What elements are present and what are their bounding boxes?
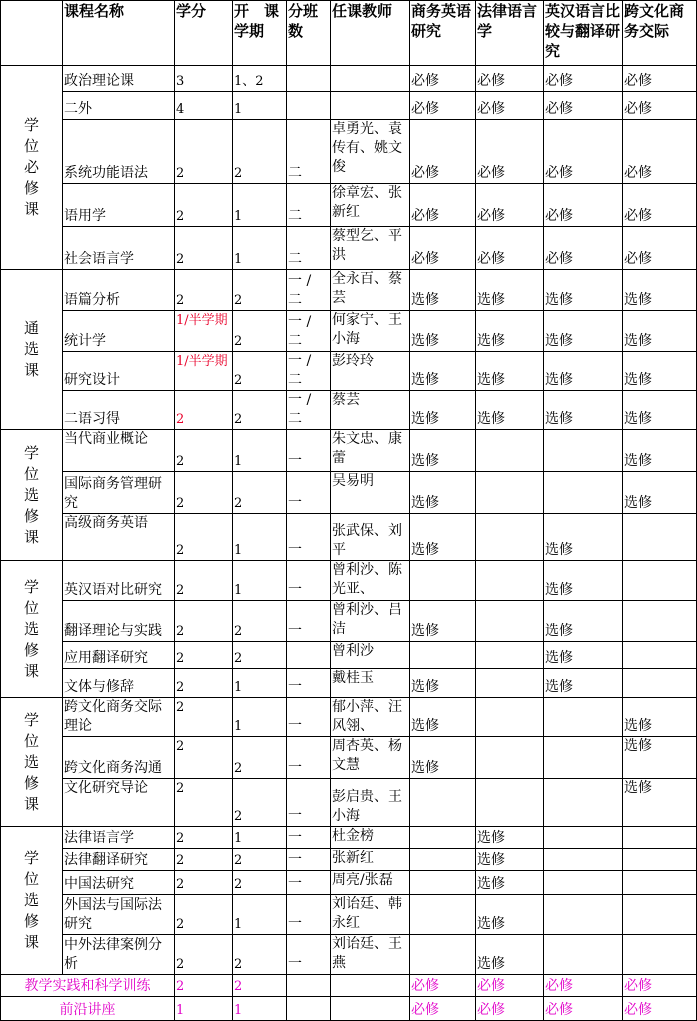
course-d3 [544,430,623,472]
course-name: 二语习得 [63,391,175,430]
header-credit: 学分 [175,1,233,66]
table-row [1,827,697,849]
table-row [1,92,697,120]
course-d2 [476,698,544,737]
course-teacher: 蔡芸 [331,391,410,430]
course-d3 [544,698,623,737]
course-name: 社会语言学 [63,227,175,270]
course-name: 当代商业概论 [63,430,175,472]
course-d3: 选修 [544,642,623,669]
course-d2: 选修 [476,827,544,849]
course-name: 教学实践和科学训练 [1,975,175,997]
course-teacher: 郁小萍、汪风翎、 [331,698,410,737]
course-d4 [623,514,697,561]
course-d4: 选修 [623,698,697,737]
course-d4 [623,935,697,975]
course-d1: 选修 [410,472,476,514]
course-name: 中国法研究 [63,871,175,895]
course-d3 [544,737,623,779]
header-name: 课程名称 [63,1,175,66]
course-teacher: 彭启贵、王小海 [331,779,410,827]
course-credit: 2 [175,184,233,227]
course-credit: 1 [175,997,233,1021]
course-d4: 选修 [623,391,697,430]
course-credit: 2 [175,935,233,975]
course-teacher: 刘诒廷、韩永红 [331,895,410,935]
course-d2: 选修 [476,391,544,430]
course-d1 [410,642,476,669]
course-d3: 选修 [544,270,623,311]
course-credit: 1/半学期 [175,311,233,352]
course-term: 1 [233,92,287,120]
group-label: 学位选修课 [1,698,63,827]
course-credit: 2 [175,270,233,311]
course-split: 一 [287,430,331,472]
table-row [1,849,697,871]
course-split: 一 [287,601,331,642]
course-d1 [410,849,476,871]
course-d3: 选修 [544,311,623,352]
course-term: 2 [233,270,287,311]
course-teacher: 吴易明 [331,472,410,514]
course-d1: 选修 [410,352,476,391]
course-split [287,975,331,997]
course-credit: 2 [175,642,233,669]
header-semester: 开 课学期 [233,1,287,66]
course-teacher: 蔡型乞、平洪 [331,227,410,270]
course-teacher [331,66,410,92]
course-split [287,997,331,1021]
course-split: 一 [287,895,331,935]
course-name: 系统功能语法 [63,120,175,184]
course-d4: 选修 [623,779,697,827]
table-row [1,66,697,92]
table-row [1,975,697,997]
course-d2 [476,561,544,601]
course-d1 [410,935,476,975]
course-d3: 选修 [544,514,623,561]
course-credit: 2 [175,827,233,849]
course-split: 一 [287,849,331,871]
course-split: 一 [287,779,331,827]
course-d2: 必修 [476,92,544,120]
course-teacher [331,997,410,1021]
course-d2: 选修 [476,871,544,895]
group-label: 学位选修课 [1,827,63,975]
course-d2 [476,642,544,669]
course-d4: 必修 [623,227,697,270]
course-name: 政治理论课 [63,66,175,92]
course-d3: 必修 [544,975,623,997]
course-d1: 选修 [410,391,476,430]
course-d1: 必修 [410,227,476,270]
course-teacher: 张武保、刘平 [331,514,410,561]
course-name: 翻译理论与实践 [63,601,175,642]
course-d1 [410,895,476,935]
course-d4: 选修 [623,311,697,352]
course-term: 1 [233,669,287,698]
course-credit: 2 [175,849,233,871]
course-credit: 2 [175,561,233,601]
course-d2: 必修 [476,975,544,997]
course-credit: 2 [175,430,233,472]
header-dir-translation: 英汉语言比较与翻译研究 [544,1,623,66]
course-name: 语用学 [63,184,175,227]
course-term: 2 [233,601,287,642]
course-term: 2 [233,975,287,997]
table-row [1,184,697,227]
header-dir-intercultural: 跨文化商务交际 [623,1,697,66]
course-term: 2 [233,352,287,391]
table-row [1,227,697,270]
course-d2: 选修 [476,311,544,352]
course-credit: 2 [175,698,233,737]
course-d3 [544,779,623,827]
course-teacher: 曾利沙、吕洁 [331,601,410,642]
course-name: 外国法与国际法研究 [63,895,175,935]
course-d1: 必修 [410,184,476,227]
course-d1: 选修 [410,601,476,642]
course-term: 2 [233,120,287,184]
course-teacher: 卓勇光、袁传有、姚文俊 [331,120,410,184]
course-name: 前沿讲座 [1,997,175,1021]
course-d3: 选修 [544,352,623,391]
course-term: 1 [233,430,287,472]
table-row [1,935,697,975]
course-d3: 选修 [544,561,623,601]
table-row [1,430,697,472]
table-row [1,514,697,561]
course-d4: 选修 [623,430,697,472]
table-row [1,997,697,1021]
course-teacher: 曾利沙 [331,642,410,669]
group-label: 学位必修课 [1,66,63,270]
table-row [1,311,697,352]
course-d1: 选修 [410,430,476,472]
course-credit: 2 [175,601,233,642]
header-dir-legal: 法律语言学 [476,1,544,66]
course-d3: 必修 [544,997,623,1021]
course-d1: 选修 [410,514,476,561]
course-teacher: 张新红 [331,849,410,871]
course-split: 一 [287,472,331,514]
course-teacher: 何家宁、王小海 [331,311,410,352]
table-row [1,561,697,601]
course-d3: 必修 [544,227,623,270]
course-teacher [331,92,410,120]
course-d3 [544,849,623,871]
course-d2: 选修 [476,895,544,935]
table-row [1,120,697,184]
course-d3 [544,871,623,895]
course-name: 跨文化商务交际理论 [63,698,175,737]
course-term: 2 [233,472,287,514]
course-credit: 2 [175,391,233,430]
course-name: 跨文化商务沟通 [63,737,175,779]
course-d3: 必修 [544,120,623,184]
course-name: 中外法律案例分析 [63,935,175,975]
course-credit: 2 [175,120,233,184]
header-dir-business: 商务英语研究 [410,1,476,66]
table-row [1,895,697,935]
course-d4: 选修 [623,270,697,311]
course-credit: 4 [175,92,233,120]
course-term: 1 [233,561,287,601]
course-split: 一 / 二 [287,391,331,430]
course-split [287,642,331,669]
course-credit: 2 [175,737,233,779]
course-term: 2 [233,779,287,827]
table-row [1,669,697,698]
course-name: 国际商务管理研究 [63,472,175,514]
course-split: 一 [287,871,331,895]
course-split: 一 [287,514,331,561]
course-term: 1 [233,997,287,1021]
table-row [1,352,697,391]
course-credit: 2 [175,871,233,895]
course-d3 [544,895,623,935]
course-name: 研究设计 [63,352,175,391]
course-d4 [623,871,697,895]
course-term: 2 [233,642,287,669]
course-d4: 必修 [623,975,697,997]
course-credit: 2 [175,895,233,935]
course-d3: 必修 [544,184,623,227]
header-split: 分班数 [287,1,331,66]
course-teacher: 刘诒廷、王燕 [331,935,410,975]
course-credit: 2 [175,514,233,561]
course-split: 一 / 二 [287,311,331,352]
course-d2: 必修 [476,66,544,92]
course-d2 [476,430,544,472]
course-term: 2 [233,849,287,871]
course-d2: 必修 [476,184,544,227]
course-term: 1 [233,227,287,270]
course-term: 1 [233,184,287,227]
course-d2 [476,601,544,642]
course-d3 [544,935,623,975]
course-term: 2 [233,737,287,779]
course-d2 [476,514,544,561]
course-teacher: 彭玲玲 [331,352,410,391]
course-d1 [410,827,476,849]
course-name: 二外 [63,92,175,120]
course-d4: 必修 [623,997,697,1021]
course-d2 [476,737,544,779]
course-split: 一 [287,669,331,698]
course-split: 一 / 二 [287,352,331,391]
course-credit: 3 [175,66,233,92]
course-name: 统计学 [63,311,175,352]
course-teacher: 周亮/张磊 [331,871,410,895]
course-split: 一 [287,737,331,779]
course-d1: 必修 [410,92,476,120]
course-split: 二 [287,227,331,270]
course-d4: 必修 [623,120,697,184]
course-name: 法律翻译研究 [63,849,175,871]
table-row [1,871,697,895]
course-d1: 选修 [410,737,476,779]
course-d3 [544,472,623,514]
course-d2: 选修 [476,352,544,391]
course-d4 [623,827,697,849]
course-d1: 选修 [410,698,476,737]
course-d4: 选修 [623,737,697,779]
table-row [1,698,697,737]
course-term: 1 [233,827,287,849]
course-d3: 必修 [544,66,623,92]
course-teacher: 曾利沙、陈光亚、 [331,561,410,601]
course-d3 [544,827,623,849]
course-teacher: 戴桂玉 [331,669,410,698]
course-teacher: 朱文忠、康蕾 [331,430,410,472]
course-d2: 选修 [476,935,544,975]
course-split: 一 [287,827,331,849]
course-name: 应用翻译研究 [63,642,175,669]
course-teacher [331,975,410,997]
course-credit: 2 [175,779,233,827]
course-name: 法律语言学 [63,827,175,849]
course-teacher: 杜金榜 [331,827,410,849]
course-d4: 必修 [623,92,697,120]
course-teacher: 徐章宏、张新红 [331,184,410,227]
header-teacher: 任课教师 [331,1,410,66]
course-split: 一 [287,561,331,601]
course-name: 高级商务英语 [63,514,175,561]
course-term: 1 [233,514,287,561]
table-row [1,737,697,779]
course-split: 二 [287,120,331,184]
course-d2: 必修 [476,227,544,270]
course-split: 二 [287,184,331,227]
course-d1 [410,561,476,601]
course-d3: 选修 [544,669,623,698]
course-credit: 2 [175,472,233,514]
header-row [1,1,697,66]
course-d4 [623,895,697,935]
course-split: 一 / 二 [287,270,331,311]
course-name: 文体与修辞 [63,669,175,698]
course-split: 一 [287,935,331,975]
course-d1: 必修 [410,975,476,997]
course-name: 英汉语对比研究 [63,561,175,601]
course-d1: 选修 [410,669,476,698]
course-d2: 选修 [476,849,544,871]
course-d1: 必修 [410,997,476,1021]
course-d4: 必修 [623,184,697,227]
course-term: 2 [233,935,287,975]
course-term: 1 [233,698,287,737]
course-d4 [623,601,697,642]
course-term: 1 [233,895,287,935]
course-d1: 选修 [410,270,476,311]
course-d2 [476,472,544,514]
course-d2: 必修 [476,120,544,184]
course-name: 文化研究导论 [63,779,175,827]
table-row [1,601,697,642]
table-row [1,270,697,311]
course-d4 [623,669,697,698]
course-d4 [623,561,697,601]
group-label: 学位选修课 [1,430,63,561]
group-label: 学位选修课 [1,561,63,698]
course-d3: 必修 [544,92,623,120]
table-row [1,642,697,669]
course-term: 2 [233,311,287,352]
course-d4: 必修 [623,66,697,92]
course-d4 [623,642,697,669]
course-d1: 选修 [410,311,476,352]
course-name: 语篇分析 [63,270,175,311]
course-term: 1、2 [233,66,287,92]
course-d4: 选修 [623,352,697,391]
table-row [1,391,697,430]
course-term: 2 [233,391,287,430]
course-credit: 2 [175,669,233,698]
course-d3: 选修 [544,601,623,642]
course-credit: 2 [175,975,233,997]
header-corner [1,1,63,66]
course-d2: 选修 [476,270,544,311]
course-teacher: 全永百、蔡芸 [331,270,410,311]
course-split [287,92,331,120]
group-label: 通选课 [1,270,63,430]
course-d1: 必修 [410,66,476,92]
table-row [1,472,697,514]
course-term: 2 [233,871,287,895]
course-d2 [476,779,544,827]
course-d2: 必修 [476,997,544,1021]
course-d1 [410,779,476,827]
course-d4 [623,849,697,871]
course-d2 [476,669,544,698]
course-split: 一 [287,698,331,737]
course-d4: 选修 [623,472,697,514]
course-d1 [410,871,476,895]
course-d1: 必修 [410,120,476,184]
table-row [1,779,697,827]
course-split [287,66,331,92]
course-teacher: 周杏英、杨文慧 [331,737,410,779]
course-credit: 1/半学期 [175,352,233,391]
course-d3: 选修 [544,391,623,430]
course-credit: 2 [175,227,233,270]
